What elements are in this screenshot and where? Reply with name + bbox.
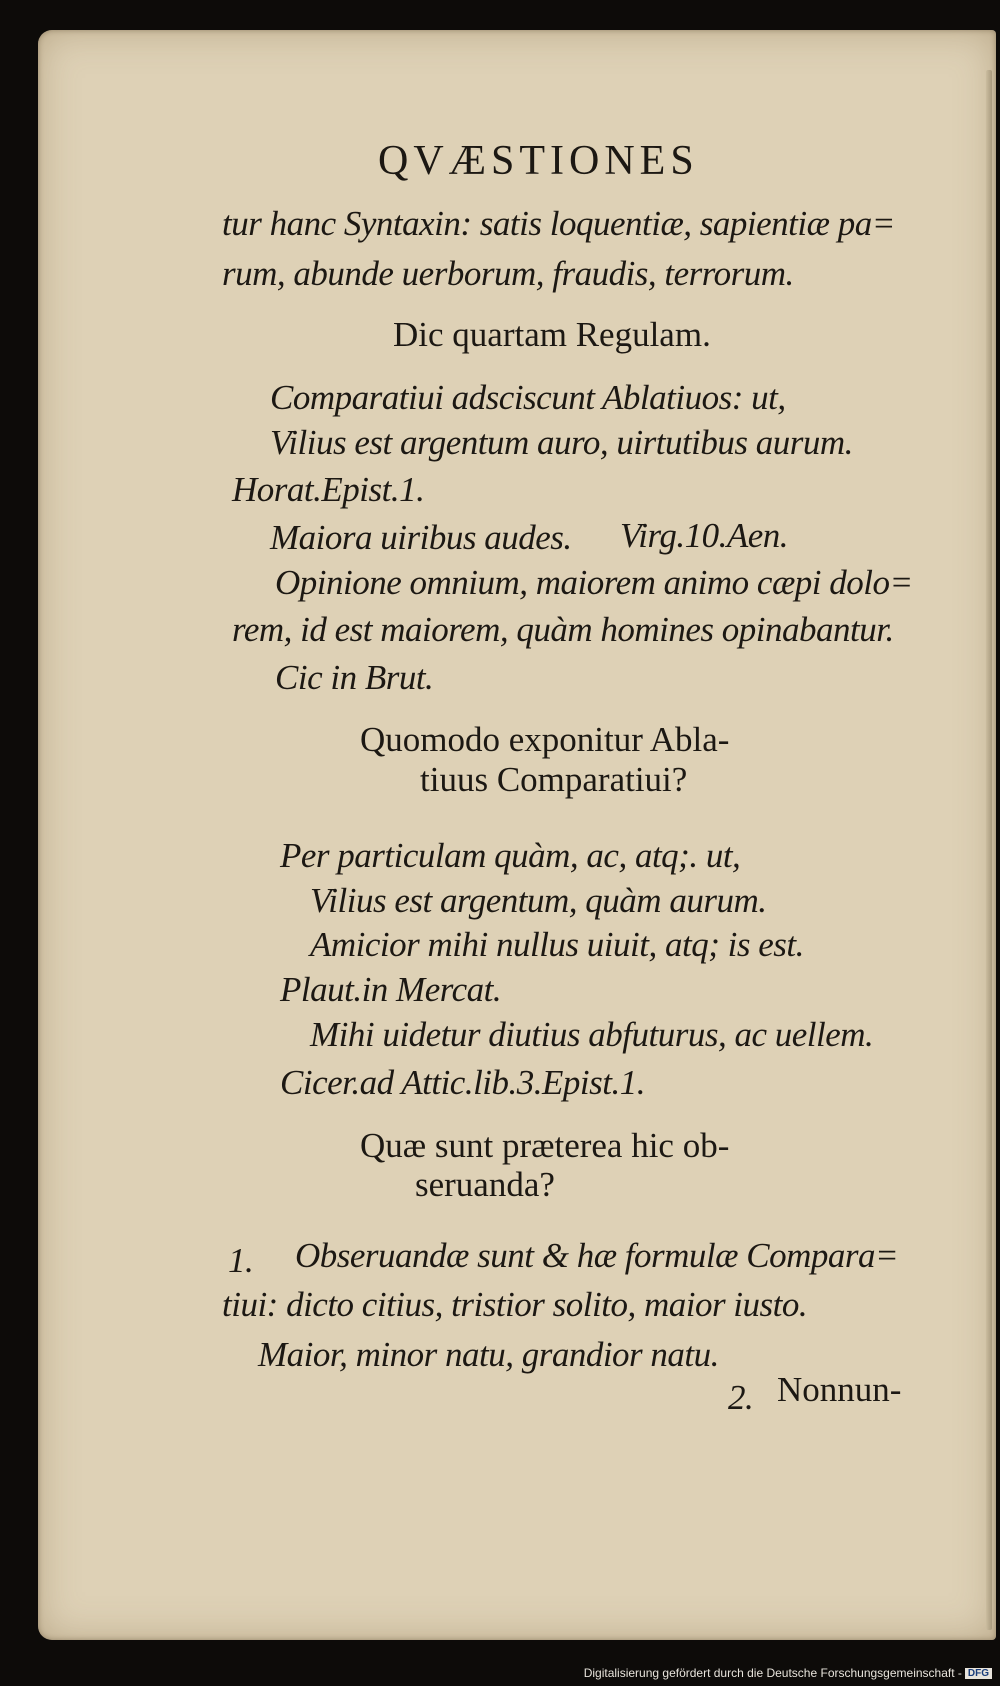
text-line-13: Plaut.in Mercat. — [280, 970, 502, 1009]
text-line-11: Vilius est argentum, quàm aurum. — [310, 881, 767, 920]
item-number-1: 1. — [228, 1241, 254, 1280]
text-line-9: Cic in Brut. — [275, 658, 434, 697]
question-heading-1: Dic quartam Regulam. — [393, 315, 711, 354]
footer-text: Digitalisierung gefördert durch die Deutsche Forschungsgemeinschaft - — [583, 1666, 962, 1680]
text-line-15: Cicer.ad Attic.lib.3.Epist.1. — [280, 1063, 645, 1102]
text-line-8: rem, id est maiorem, quàm homines opinabantur. — [232, 610, 894, 649]
catch-number: 2. — [728, 1378, 754, 1417]
text-line-5: Horat.Epist.1. — [232, 470, 425, 509]
question-heading-2b: tiuus Comparatiui? — [420, 760, 688, 799]
question-heading-2a: Quomodo exponitur Abla- — [360, 720, 730, 759]
text-line-14: Mihi uidetur diutius abfuturus, ac uellem. — [310, 1015, 874, 1054]
text-line-6b: Virg.10.Aen. — [620, 516, 788, 555]
digitization-footer — [584, 1666, 992, 1680]
catchword: Nonnun- — [777, 1370, 902, 1409]
page-edge — [986, 70, 992, 1630]
dfg-logo: DFG — [965, 1668, 992, 1679]
text-line-1: tur hanc Syntaxin: satis loquentiæ, sapientiæ pa= — [222, 204, 895, 243]
text-line-2: rum, abunde uerborum, fraudis, terrorum. — [222, 254, 794, 293]
running-head: QVÆSTIONES — [378, 138, 699, 184]
text-line-18: Maior, minor natu, grandior natu. — [258, 1335, 719, 1374]
text-line-3: Comparatiui adsciscunt Ablatiuos: ut, — [270, 378, 786, 417]
question-heading-3a: Quæ sunt præterea hic ob- — [360, 1126, 730, 1165]
text-line-17: tiui: dicto citius, tristior solito, maior iusto. — [222, 1285, 808, 1324]
text-line-16: Obseruandæ sunt & hæ formulæ Compara= — [295, 1236, 899, 1275]
text-line-7: Opinione omnium, maiorem animo cæpi dolo= — [275, 563, 913, 602]
text-line-6a: Maiora uiribus audes. — [270, 518, 572, 557]
question-heading-3b: seruanda? — [415, 1165, 555, 1204]
text-line-4: Vilius est argentum auro, uirtutibus aurum. — [270, 423, 853, 462]
text-line-10: Per particulam quàm, ac, atq;. ut, — [280, 836, 741, 875]
text-line-12: Amicior mihi nullus uiuit, atq; is est. — [310, 925, 804, 964]
